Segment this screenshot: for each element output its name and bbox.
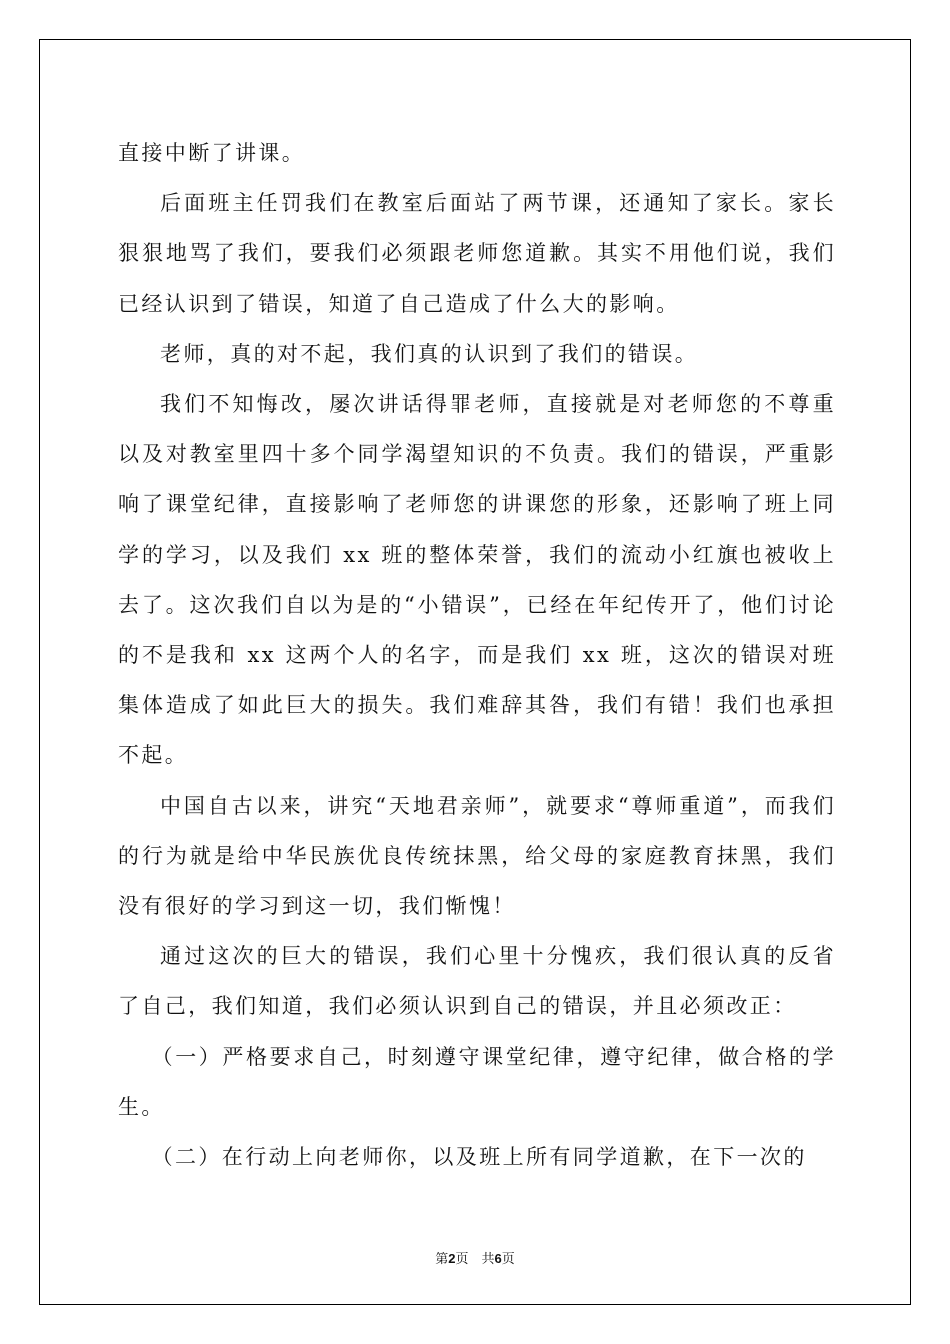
current-page-number: 2: [448, 1251, 456, 1266]
paragraph-3: 老师，真的对不起，我们真的认识到了我们的错误。: [160, 341, 699, 366]
paragraph-1: 直接中断了讲课。: [118, 141, 306, 165]
paragraph-8: （二）在行动上向老师你，以及班上所有同学道歉，在下一次的: [151, 1145, 807, 1170]
footer-suffix: 页: [501, 1252, 515, 1267]
paragraph-6: 通过这次的巨大的错误，我们心里十分愧疚，我们很认真的反省了自己，我们知道，我们必须认识到自己的错误，并且必须改正：: [118, 944, 836, 1019]
paragraph-4: 我们不知悔改，屡次讲话得罪老师，直接就是对老师您的不尊重以及对教室里四十多个同学渴望知识的不负责。我们的错误，严重影响了课堂纪律，直接影响了老师您的讲课您的形象，还影响了班上同学的学习，以及我们 xx 班的整体荣誉，我们的流动小红旗也被收上去了。这次我们自以为是的“小错误”，已经在年纪传开了，他们讨论的不是我和 xx 这两个人的名字，而是我们 xx 班，这次的错误对班集体造成了如此巨大的损失。我们难辞其咎，我们有错！我们也承担不起。: [118, 392, 836, 768]
page-footer: [0, 1248, 950, 1267]
footer-middle: 页 共: [455, 1252, 495, 1267]
total-pages-number: 6: [494, 1251, 502, 1266]
paragraph-2: 后面班主任罚我们在教室后面站了两节课，还通知了家长。家长狠狠地骂了我们，要我们必须跟老师您道歉。其实不用他们说，我们已经认识到了错误，知道了自己造成了什么大的影响。: [118, 191, 836, 316]
document-body: [118, 128, 836, 1182]
footer-prefix: 第: [435, 1252, 449, 1267]
paragraph-7: （一）严格要求自己，时刻遵守课堂纪律，遵守纪律，做合格的学生。: [118, 1044, 836, 1119]
paragraph-5: 中国自古以来，讲究“天地君亲师”，就要求“尊师重道”，而我们的行为就是给中华民族优良传统抹黑，给父母的家庭教育抹黑，我们没有很好的学习到这一切，我们惭愧！: [118, 793, 836, 919]
